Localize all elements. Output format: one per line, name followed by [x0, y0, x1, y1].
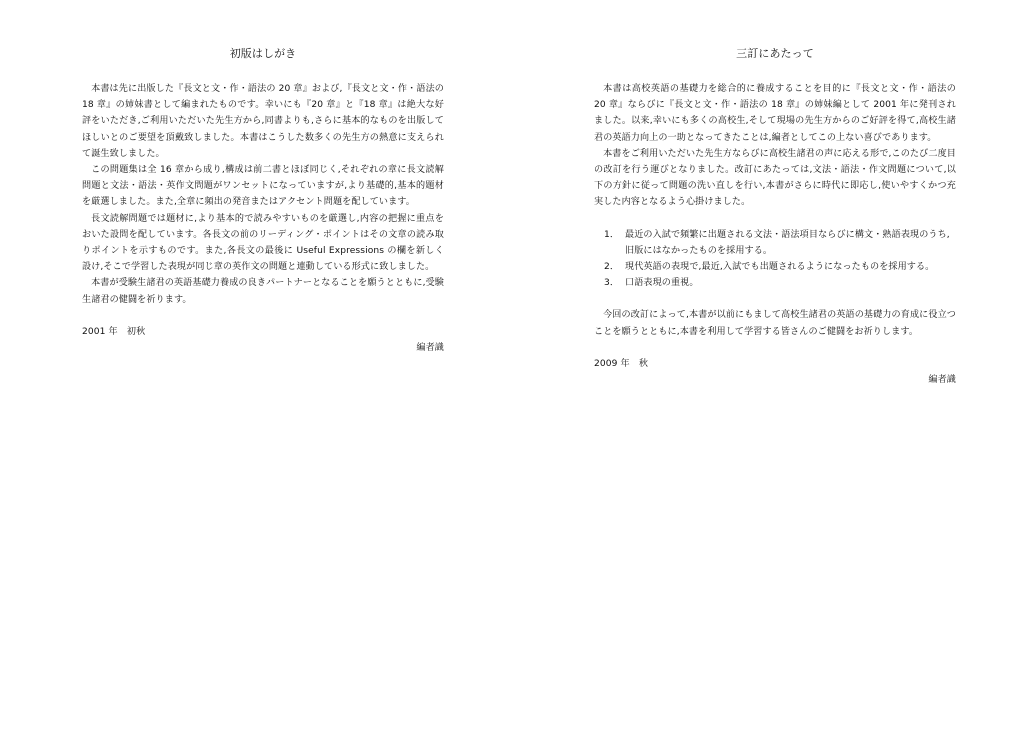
right-title: 三訂にあたって: [736, 47, 814, 60]
revision-points-list: [594, 227, 956, 292]
right-date: 2009 年 秋: [594, 358, 649, 369]
right-spacer-1: [594, 211, 956, 227]
list-item-text: 最近の入試で頻繁に出題される文法・語法項目ならびに構文・熟語表現のうち,旧版にはなかったものを採用する。: [625, 229, 950, 256]
list-item-number: 1．: [604, 229, 620, 240]
left-title: 初版はしがき: [229, 47, 297, 60]
list-item: [594, 259, 956, 275]
preface-first-edition: [82, 44, 444, 356]
list-item: [594, 275, 956, 291]
list-item: [594, 227, 956, 259]
right-paragraph-2: 本書をご利用いただいた先生方ならびに高校生諸君の声に応える形で,このたび二度目の改訂を行う運びとなりました。改訂にあたっては,文法・語法・作文問題について,以下の方針に従って問題の洗い直しを行い,本書がさらに時代に即応し,使いやすくかつ充実した内容となるよう心掛けました。: [594, 148, 956, 208]
left-signature: 編者識: [416, 343, 444, 354]
list-item-number: 3．: [604, 278, 620, 289]
right-spacer-3: [594, 340, 956, 356]
left-spacer: [82, 308, 444, 324]
right-signature: 編者識: [928, 375, 956, 386]
list-item-number: 2．: [604, 262, 620, 273]
preface-third-revision: [594, 44, 956, 388]
left-paragraph-2: この問題集は全 16 章から成り,構成は前二書とほぼ同じく,それぞれの章に長文読解問題と文法・語法・英作文問題がワンセットになっていますが,より基礎的,基本的題材を厳選しました。また,全章に頻出の発音またはアクセント問題を配しています。: [82, 165, 444, 208]
list-item-text: 口語表現の重視。: [625, 278, 699, 289]
left-paragraph-3: 長文読解問題では題材に,より基本的で読みやすいものを厳選し,内容の把握に重点をおいた設問を配しています。各長文の前のリーディング・ポイントはその文章の読み取りポイントを示すものです。また,各長文の最後に Useful Expressions の欄を新しく設け,そこで学習した表現が同じ章の英作文の問題と連動している形式に致しました。: [82, 213, 444, 273]
list-item-text: 現代英語の表現で,最近,入試でも出題されるようになったものを採用する。: [625, 262, 935, 273]
right-closing-paragraph: 今回の改訂によって,本書が以前にもまして高校生諸君の英語の基礎力の育成に役立つことを願うとともに,本書を利用して学習する皆さんのご健闘をお祈りします。: [594, 310, 956, 337]
right-paragraph-1: 本書は高校英語の基礎力を総合的に養成することを目的に『長文と文・作・語法の 20 章』ならびに『長文と文・作・語法の 18 章』の姉妹編として 2001 年に発刊されました。以来,幸いにも多くの高校生,そして現場の先生方からのご好評を得て,高校生諸君の英語力向上の一助となってきたことは,編者としてこの上ない喜びであります。: [594, 84, 956, 143]
right-spacer-2: [594, 291, 956, 307]
left-paragraph-4: 本書が受験生諸君の英語基礎力養成の良きパートナーとなることを願うとともに,受験生諸君の健闘を祈ります。: [82, 278, 444, 305]
left-date: 2001 年 初秋: [82, 326, 146, 337]
left-paragraph-1: 本書は先に出版した『長文と文・作・語法の 20 章』および,『長文と文・作・語法の 18 章』の姉妹書として編まれたものです。幸いにも『20 章』と『18 章』は絶大な好評をいただき,ご利用いただいた先生方から,同書よりも,さらに基本的なものを出版してほしいとのご要望を頂戴致しました。本書はこうした数多くの先生方の熱意に支えられて誕生致しました。: [82, 84, 444, 159]
